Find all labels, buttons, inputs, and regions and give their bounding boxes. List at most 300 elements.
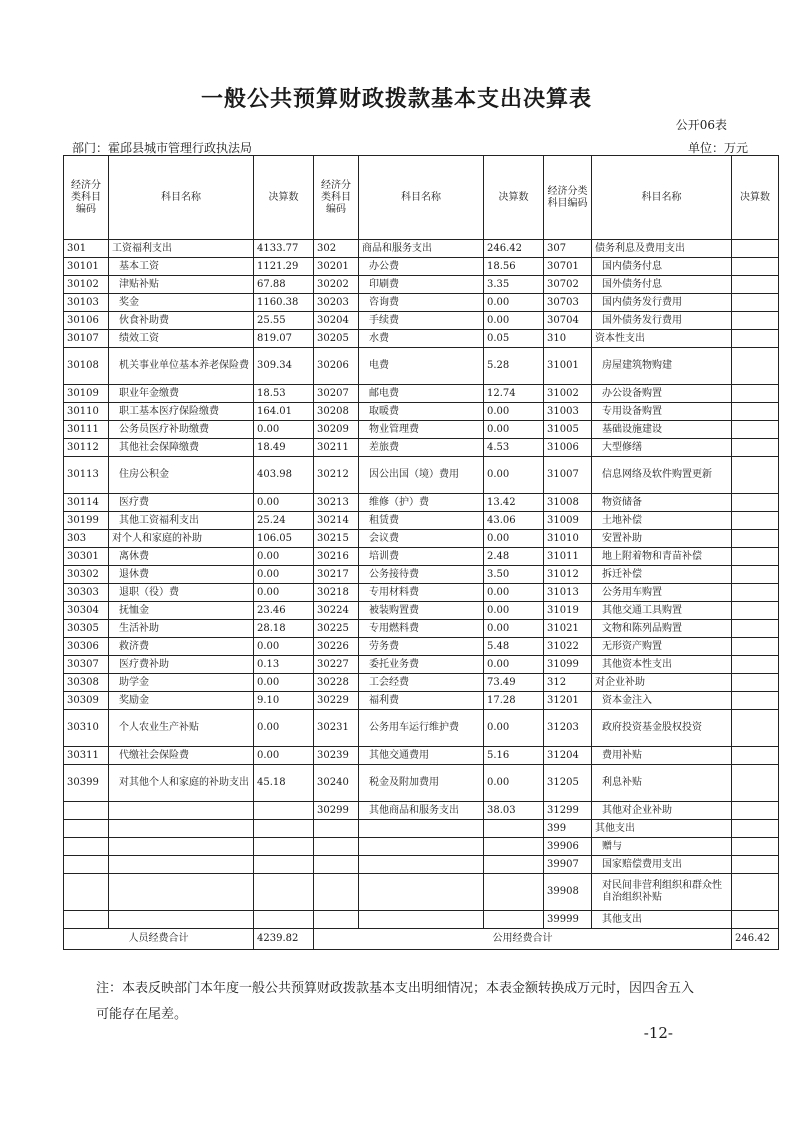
item-name-cell: 公务员医疗补助缴费 (109, 421, 254, 439)
item-name-cell (109, 802, 254, 820)
item-name-cell: 赠与 (592, 838, 732, 856)
amount-cell: 13.42 (484, 494, 544, 512)
item-name-cell: 利息补贴 (592, 765, 732, 802)
form-number: 公开06表 (675, 118, 727, 132)
header-cell: 科目名称 (592, 156, 732, 240)
code-cell: 31012 (544, 566, 592, 584)
table-row (64, 276, 779, 294)
amount-cell: 43.06 (484, 512, 544, 530)
code-cell: 30114 (64, 494, 109, 512)
amount-cell (254, 911, 314, 929)
item-name-cell: 取暖费 (359, 403, 484, 421)
amount-cell (732, 403, 779, 421)
code-cell: 30202 (314, 276, 359, 294)
code-cell: 307 (544, 240, 592, 258)
table-row (64, 620, 779, 638)
amount-cell (254, 856, 314, 874)
amount-cell: 0.00 (484, 312, 544, 330)
table-row (64, 692, 779, 710)
code-cell: 30214 (314, 512, 359, 530)
table-row (64, 602, 779, 620)
amount-cell (732, 692, 779, 710)
amount-cell: 25.24 (254, 512, 314, 530)
amount-cell (732, 765, 779, 802)
item-name-cell: 住房公积金 (109, 457, 254, 494)
item-name-cell: 物资储备 (592, 494, 732, 512)
code-cell: 39999 (544, 911, 592, 929)
code-cell: 301 (64, 240, 109, 258)
amount-cell (732, 530, 779, 548)
item-name-cell: 工资福利支出 (109, 240, 254, 258)
amount-cell: 28.18 (254, 620, 314, 638)
amount-cell (732, 421, 779, 439)
amount-cell (732, 674, 779, 692)
code-cell (314, 820, 359, 838)
item-name-cell: 公务接待费 (359, 566, 484, 584)
item-name-cell: 退休费 (109, 566, 254, 584)
amount-cell: 0.00 (484, 457, 544, 494)
amount-cell: 106.05 (254, 530, 314, 548)
item-name-cell: 对企业补助 (592, 674, 732, 692)
amount-cell: 0.00 (254, 494, 314, 512)
item-name-cell: 其他支出 (592, 911, 732, 929)
item-name-cell (109, 911, 254, 929)
code-cell: 30305 (64, 620, 109, 638)
amount-cell: 17.28 (484, 692, 544, 710)
code-cell: 31011 (544, 548, 592, 566)
table-row (64, 584, 779, 602)
totals-row (64, 929, 779, 950)
code-cell (64, 820, 109, 838)
amount-cell (732, 820, 779, 838)
amount-cell: 23.46 (254, 602, 314, 620)
item-name-cell: 信息网络及软件购置更新 (592, 457, 732, 494)
code-cell (64, 838, 109, 856)
code-cell: 30111 (64, 421, 109, 439)
amount-cell: 0.00 (484, 294, 544, 312)
item-name-cell: 债务利息及费用支出 (592, 240, 732, 258)
item-name-cell: 绩效工资 (109, 330, 254, 348)
header-cell: 决算数 (484, 156, 544, 240)
item-name-cell: 办公设备购置 (592, 385, 732, 403)
item-name-cell: 会议费 (359, 530, 484, 548)
table-row (64, 439, 779, 457)
item-name-cell: 费用补贴 (592, 747, 732, 765)
amount-cell (732, 566, 779, 584)
item-name-cell: 办公费 (359, 258, 484, 276)
code-cell: 399 (544, 820, 592, 838)
amount-cell (254, 820, 314, 838)
amount-cell (254, 802, 314, 820)
code-cell: 30228 (314, 674, 359, 692)
item-name-cell: 伙食补助费 (109, 312, 254, 330)
code-cell: 30206 (314, 348, 359, 385)
item-name-cell: 助学金 (109, 674, 254, 692)
code-cell: 30205 (314, 330, 359, 348)
amount-cell (484, 838, 544, 856)
item-name-cell: 对个人和家庭的补助 (109, 530, 254, 548)
code-cell: 30239 (314, 747, 359, 765)
code-cell: 30701 (544, 258, 592, 276)
item-name-cell: 国外债务付息 (592, 276, 732, 294)
item-name-cell: 资本金注入 (592, 692, 732, 710)
item-name-cell: 专用燃料费 (359, 620, 484, 638)
item-name-cell: 手续费 (359, 312, 484, 330)
table-row (64, 330, 779, 348)
code-cell: 31205 (544, 765, 592, 802)
amount-cell (484, 856, 544, 874)
amount-cell: 0.00 (484, 620, 544, 638)
item-name-cell: 基础设施建设 (592, 421, 732, 439)
code-cell: 30218 (314, 584, 359, 602)
amount-cell (732, 656, 779, 674)
amount-cell: 3.35 (484, 276, 544, 294)
amount-cell (732, 312, 779, 330)
code-cell: 30107 (64, 330, 109, 348)
item-name-cell: 其他支出 (592, 820, 732, 838)
item-name-cell: 租赁费 (359, 512, 484, 530)
code-cell: 30216 (314, 548, 359, 566)
code-cell: 31021 (544, 620, 592, 638)
amount-cell: 18.49 (254, 439, 314, 457)
table-row (64, 856, 779, 874)
code-cell (314, 856, 359, 874)
item-name-cell: 其他对企业补助 (592, 802, 732, 820)
code-cell: 30204 (314, 312, 359, 330)
table-row (64, 838, 779, 856)
code-cell: 30307 (64, 656, 109, 674)
item-name-cell: 工会经费 (359, 674, 484, 692)
code-cell: 30304 (64, 602, 109, 620)
code-cell: 30109 (64, 385, 109, 403)
page-number: -12- (643, 1024, 673, 1042)
code-cell: 31006 (544, 439, 592, 457)
code-cell: 30240 (314, 765, 359, 802)
amount-cell: 0.00 (484, 710, 544, 747)
code-cell: 31010 (544, 530, 592, 548)
code-cell: 30224 (314, 602, 359, 620)
amount-cell (732, 548, 779, 566)
amount-cell (732, 620, 779, 638)
header-cell: 决算数 (732, 156, 779, 240)
code-cell: 30308 (64, 674, 109, 692)
code-cell: 30217 (314, 566, 359, 584)
item-name-cell: 其他交通费用 (359, 747, 484, 765)
amount-cell: 9.10 (254, 692, 314, 710)
code-cell: 30112 (64, 439, 109, 457)
code-cell: 30211 (314, 439, 359, 457)
header-cell: 科目名称 (109, 156, 254, 240)
amount-cell (732, 838, 779, 856)
amount-cell: 246.42 (484, 240, 544, 258)
item-name-cell (359, 838, 484, 856)
code-cell (64, 911, 109, 929)
code-cell (64, 802, 109, 820)
amount-cell (484, 820, 544, 838)
amount-cell: 0.00 (254, 548, 314, 566)
item-name-cell: 救济费 (109, 638, 254, 656)
amount-cell: 0.00 (254, 710, 314, 747)
amount-cell: 4.53 (484, 439, 544, 457)
code-cell: 30108 (64, 348, 109, 385)
item-name-cell (359, 874, 484, 911)
code-cell: 30213 (314, 494, 359, 512)
code-cell: 30303 (64, 584, 109, 602)
code-cell: 30110 (64, 403, 109, 421)
amount-cell (732, 710, 779, 747)
item-name-cell: 差旅费 (359, 439, 484, 457)
code-cell: 31022 (544, 638, 592, 656)
code-cell: 31005 (544, 421, 592, 439)
item-name-cell: 机关事业单位基本养老保险费 (109, 348, 254, 385)
item-name-cell: 邮电费 (359, 385, 484, 403)
amount-cell (732, 747, 779, 765)
amount-cell (484, 911, 544, 929)
code-cell: 30227 (314, 656, 359, 674)
item-name-cell: 大型修缮 (592, 439, 732, 457)
code-cell: 30311 (64, 747, 109, 765)
amount-cell: 5.16 (484, 747, 544, 765)
item-name-cell: 职工基本医疗保险缴费 (109, 403, 254, 421)
amount-cell: 18.53 (254, 385, 314, 403)
item-name-cell: 安置补助 (592, 530, 732, 548)
amount-cell (732, 584, 779, 602)
item-name-cell: 专用材料费 (359, 584, 484, 602)
code-cell: 31013 (544, 584, 592, 602)
code-cell: 30101 (64, 258, 109, 276)
code-cell: 30229 (314, 692, 359, 710)
item-name-cell: 因公出国（境）费用 (359, 457, 484, 494)
personnel-total-value: 4239.82 (254, 929, 314, 950)
amount-cell (732, 240, 779, 258)
item-name-cell (109, 838, 254, 856)
amount-cell: 309.34 (254, 348, 314, 385)
item-name-cell: 奖励金 (109, 692, 254, 710)
item-name-cell: 退职（役）费 (109, 584, 254, 602)
item-name-cell: 离休费 (109, 548, 254, 566)
code-cell: 31203 (544, 710, 592, 747)
item-name-cell: 公务用车运行维护费 (359, 710, 484, 747)
personnel-total-label: 人员经费合计 (64, 929, 254, 950)
code-cell: 30226 (314, 638, 359, 656)
amount-cell: 0.00 (254, 747, 314, 765)
amount-cell (254, 874, 314, 911)
amount-cell: 73.49 (484, 674, 544, 692)
item-name-cell: 政府投资基金股权投资 (592, 710, 732, 747)
amount-cell: 38.03 (484, 802, 544, 820)
code-cell: 31008 (544, 494, 592, 512)
amount-cell: 1121.29 (254, 258, 314, 276)
amount-cell: 0.00 (484, 602, 544, 620)
code-cell: 39907 (544, 856, 592, 874)
table-row (64, 457, 779, 494)
item-name-cell: 国内债务发行费用 (592, 294, 732, 312)
unit-label: 单位：万元 (687, 141, 748, 155)
item-name-cell: 医疗费 (109, 494, 254, 512)
item-name-cell: 税金及附加费用 (359, 765, 484, 802)
code-cell: 30208 (314, 403, 359, 421)
item-name-cell: 津贴补贴 (109, 276, 254, 294)
code-cell: 31204 (544, 747, 592, 765)
code-cell: 30302 (64, 566, 109, 584)
table-row (64, 674, 779, 692)
item-name-cell: 无形资产购置 (592, 638, 732, 656)
amount-cell (732, 258, 779, 276)
item-name-cell: 房屋建筑物购建 (592, 348, 732, 385)
item-name-cell (359, 911, 484, 929)
code-cell: 30703 (544, 294, 592, 312)
code-cell: 30199 (64, 512, 109, 530)
code-cell: 30399 (64, 765, 109, 802)
amount-cell: 164.01 (254, 403, 314, 421)
item-name-cell: 其他工资福利支出 (109, 512, 254, 530)
amount-cell: 0.00 (254, 566, 314, 584)
item-name-cell: 专用设备购置 (592, 403, 732, 421)
footnote: 注：本表反映部门本年度一般公共预算财政拨款基本支出明细情况；本表金额转换成万元时，因四舍五入可能存在尾差。 (96, 981, 695, 1022)
item-name-cell: 国家赔偿费用支出 (592, 856, 732, 874)
amount-cell (732, 911, 779, 929)
code-cell: 30309 (64, 692, 109, 710)
code-cell (314, 874, 359, 911)
item-name-cell: 医疗费补助 (109, 656, 254, 674)
item-name-cell: 其他交通工具购置 (592, 602, 732, 620)
item-name-cell: 福利费 (359, 692, 484, 710)
amount-cell (732, 494, 779, 512)
amount-cell: 0.00 (254, 638, 314, 656)
item-name-cell: 咨询费 (359, 294, 484, 312)
table-row (64, 747, 779, 765)
item-name-cell: 委托业务费 (359, 656, 484, 674)
code-cell: 30704 (544, 312, 592, 330)
code-cell: 31019 (544, 602, 592, 620)
code-cell: 31099 (544, 656, 592, 674)
table-row (64, 548, 779, 566)
amount-cell: 0.00 (484, 656, 544, 674)
amount-cell: 0.13 (254, 656, 314, 674)
code-cell: 30212 (314, 457, 359, 494)
table-row (64, 240, 779, 258)
item-name-cell (359, 856, 484, 874)
amount-cell: 3.50 (484, 566, 544, 584)
amount-cell (732, 874, 779, 911)
item-name-cell: 物业管理费 (359, 421, 484, 439)
code-cell: 312 (544, 674, 592, 692)
amount-cell (254, 838, 314, 856)
table-row (64, 403, 779, 421)
amount-cell: 4133.77 (254, 240, 314, 258)
item-name-cell (109, 820, 254, 838)
amount-cell: 0.05 (484, 330, 544, 348)
item-name-cell: 对其他个人和家庭的补助支出 (109, 765, 254, 802)
table-row (64, 656, 779, 674)
item-name-cell (109, 856, 254, 874)
amount-cell (732, 385, 779, 403)
amount-cell (732, 856, 779, 874)
item-name-cell: 抚恤金 (109, 602, 254, 620)
item-name-cell: 被装购置费 (359, 602, 484, 620)
amount-cell (732, 439, 779, 457)
item-name-cell: 其他社会保障缴费 (109, 439, 254, 457)
item-name-cell: 其他商品和服务支出 (359, 802, 484, 820)
item-name-cell: 个人农业生产补贴 (109, 710, 254, 747)
item-name-cell: 资本性支出 (592, 330, 732, 348)
item-name-cell: 生活补助 (109, 620, 254, 638)
code-cell: 30306 (64, 638, 109, 656)
item-name-cell: 奖金 (109, 294, 254, 312)
item-name-cell: 土地补偿 (592, 512, 732, 530)
header-cell: 科目名称 (359, 156, 484, 240)
table-row (64, 494, 779, 512)
code-cell: 39906 (544, 838, 592, 856)
table-row (64, 312, 779, 330)
amount-cell (732, 457, 779, 494)
code-cell: 30201 (314, 258, 359, 276)
code-cell: 31001 (544, 348, 592, 385)
item-name-cell: 培训费 (359, 548, 484, 566)
table-row (64, 385, 779, 403)
table-row (64, 258, 779, 276)
amount-cell: 5.28 (484, 348, 544, 385)
code-cell: 31009 (544, 512, 592, 530)
item-name-cell: 拆迁补偿 (592, 566, 732, 584)
item-name-cell: 地上附着物和青苗补偿 (592, 548, 732, 566)
amount-cell (732, 602, 779, 620)
item-name-cell: 电费 (359, 348, 484, 385)
expenditure-table (63, 155, 779, 950)
table-row (64, 566, 779, 584)
amount-cell: 45.18 (254, 765, 314, 802)
table-row (64, 911, 779, 929)
code-cell: 302 (314, 240, 359, 258)
item-name-cell: 对民间非营利组织和群众性自治组织补贴 (592, 874, 732, 911)
item-name-cell (109, 874, 254, 911)
public-total-label: 公用经费合计 (314, 929, 732, 950)
amount-cell: 0.00 (484, 403, 544, 421)
table-row (64, 802, 779, 820)
code-cell: 30215 (314, 530, 359, 548)
header-row (64, 156, 779, 240)
amount-cell: 0.00 (484, 421, 544, 439)
code-cell: 30209 (314, 421, 359, 439)
item-name-cell: 水费 (359, 330, 484, 348)
code-cell (64, 856, 109, 874)
code-cell: 30102 (64, 276, 109, 294)
amount-cell: 0.00 (484, 765, 544, 802)
code-cell: 31201 (544, 692, 592, 710)
item-name-cell: 职业年金缴费 (109, 385, 254, 403)
code-cell: 30113 (64, 457, 109, 494)
code-cell: 30231 (314, 710, 359, 747)
amount-cell (732, 348, 779, 385)
item-name-cell: 其他资本性支出 (592, 656, 732, 674)
item-name-cell: 基本工资 (109, 258, 254, 276)
item-name-cell (359, 820, 484, 838)
page-title: 一般公共预算财政拨款基本支出决算表 (200, 86, 592, 112)
amount-cell: 0.00 (254, 674, 314, 692)
item-name-cell: 劳务费 (359, 638, 484, 656)
amount-cell: 403.98 (254, 457, 314, 494)
amount-cell: 2.48 (484, 548, 544, 566)
header-cell: 经济分类科目编码 (544, 156, 592, 240)
amount-cell (732, 330, 779, 348)
code-cell: 30203 (314, 294, 359, 312)
amount-cell: 5.48 (484, 638, 544, 656)
table-row (64, 530, 779, 548)
amount-cell: 25.55 (254, 312, 314, 330)
item-name-cell: 公务用车购置 (592, 584, 732, 602)
header-cell: 经济分类科目编码 (64, 156, 109, 240)
code-cell: 30301 (64, 548, 109, 566)
